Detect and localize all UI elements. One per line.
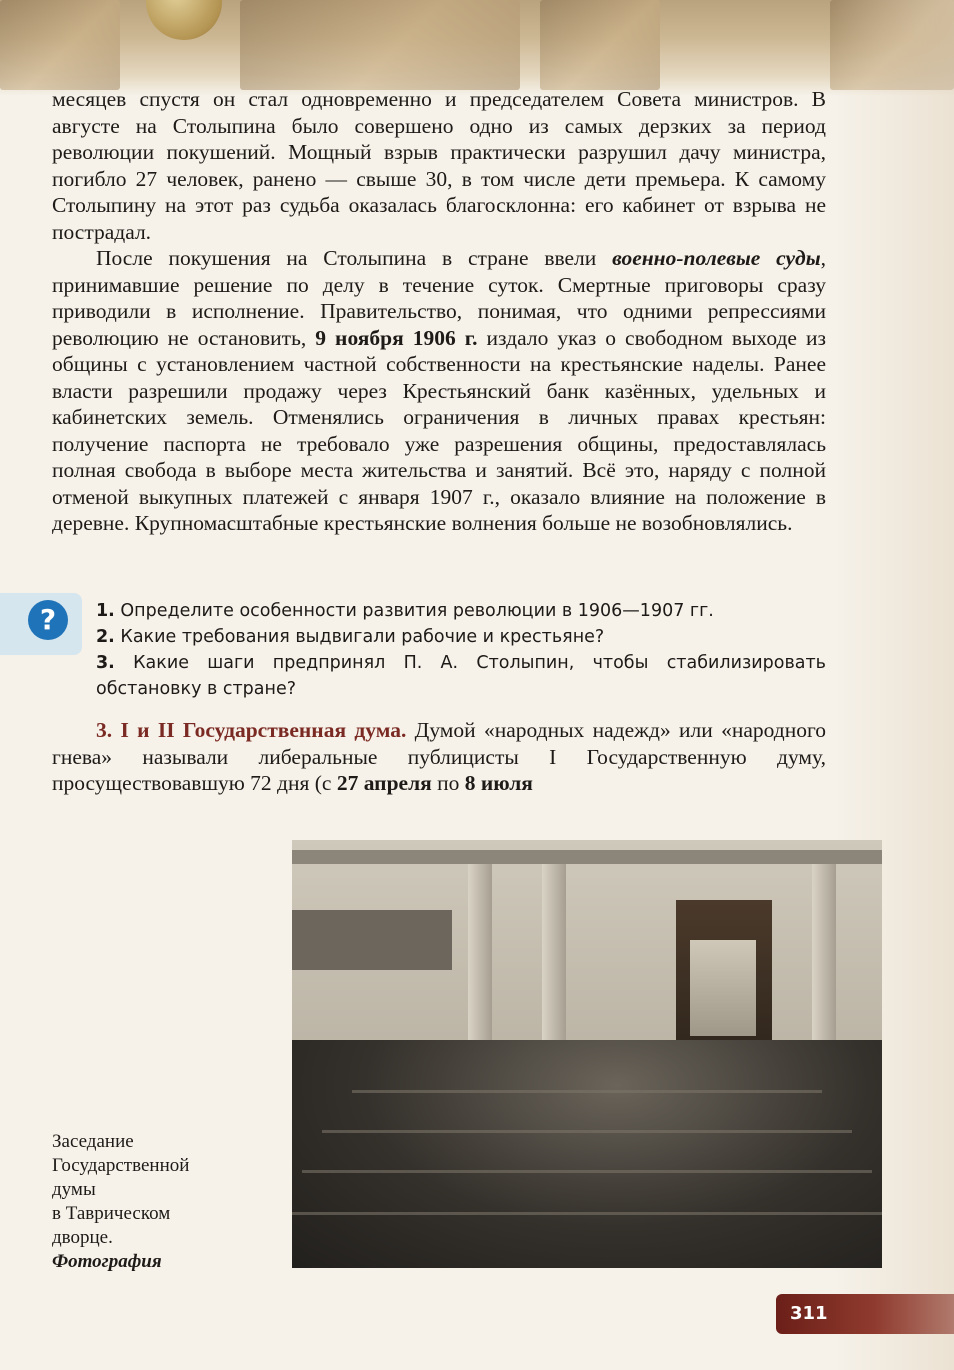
duma-session-photo <box>292 840 882 1268</box>
photo-column <box>542 864 566 1064</box>
banner-poster-image <box>0 0 120 90</box>
photo-balcony <box>292 910 452 970</box>
caption-kind: Фотография <box>52 1251 162 1272</box>
section-duma <box>52 717 826 797</box>
section-text: по <box>431 771 465 795</box>
question-number: 3. <box>96 653 115 673</box>
section-text: Думой «народных надежд» или «народного гнева» называли либеральные публицисты I Государственную думу, просуществовавшую 72 дня (с <box>52 718 826 795</box>
photo-caption <box>52 1130 282 1274</box>
question-item <box>96 624 826 650</box>
photo-seat-row <box>322 1130 852 1133</box>
paragraph-field-courts <box>52 245 826 537</box>
photo-column <box>468 864 492 1064</box>
date-end: 8 июля <box>464 771 533 795</box>
banner-medal-image <box>146 0 222 40</box>
question-text: Какие шаги предпринял П. А. Столыпин, чтобы стабилизировать обстановку в стране? <box>96 653 826 699</box>
photo-seat-row <box>292 1212 882 1215</box>
question-number: 2. <box>96 627 115 647</box>
caption-line: Государственной <box>52 1155 190 1176</box>
term-field-courts: военно-полевые суды <box>612 246 821 270</box>
question-text: Какие требования выдвигали рабочие и крестьяне? <box>120 627 605 647</box>
date-start: 27 апреля <box>336 771 432 795</box>
review-questions <box>96 598 826 702</box>
caption-line: в Таврическом <box>52 1203 171 1224</box>
date-decree: 9 ноября 1906 г. <box>315 325 478 350</box>
photo-seat-row <box>302 1170 872 1173</box>
section-heading: 3. I и II Государственная дума. <box>96 718 407 742</box>
banner-crowd-image <box>240 0 520 90</box>
question-text: Определите особенности развития революции в 1906—1907 гг. <box>120 601 714 621</box>
page-number: 311 <box>790 1303 828 1324</box>
photo-cornice <box>292 850 882 864</box>
question-item <box>96 650 826 702</box>
paragraph-text: издало указ о свободном выходе из общины с установлением частной собственности на крестьянские наделы. Ранее власти разрешили продажу через Крестьянский банк казённых, удельных и кабинетских земель. Отменялись ограничения в личных правах крестьян: получение паспорта не требовало уже разрешения общины, предоставлялась полная свобода в выборе места жительства и занятий. Всё это, наряду с полной отменой выкупных платежей с января 1907 г., оказало влияние на положение в деревне. Крупномасштабные крестьянские волнения больше не возобновлялись. <box>52 325 826 535</box>
caption-line: Заседание <box>52 1131 134 1152</box>
caption-line: дворце. <box>52 1227 113 1248</box>
photo-column <box>812 864 836 1064</box>
caption-line: думы <box>52 1179 96 1200</box>
question-mark-icon: ? <box>28 600 68 640</box>
header-banner <box>0 0 954 96</box>
photo-hall-seats <box>292 1040 882 1268</box>
paragraph-text: , принимавшие решение по делу в течение суток. Смертные приговоры сразу приводили в исполнение. Правительство, понимая, что одними репрессиями революцию не остановить, <box>52 246 826 350</box>
paragraph-continued: месяцев спустя он стал одновременно и председателем Совета министров. В августе на Столыпина было совершено одно из самых дерзких за период революции покушений. Мощный взрыв практически разрушил дачу министра, погибло 27 человек, ранено — свыше 30, в том числе дети премьера. К самому Столыпину на этот раз судьба оказалась благосклонна: его кабинет от взрыва не пострадал. <box>52 87 826 244</box>
paragraph-text: После покушения на Столыпина в стране ввели <box>96 246 613 270</box>
question-number: 1. <box>96 601 115 621</box>
photo-seat-row <box>352 1090 822 1093</box>
photo-tsar-portrait <box>690 940 756 1036</box>
question-item <box>96 598 826 624</box>
section-paragraph <box>52 717 826 797</box>
banner-portrait-image <box>540 0 660 90</box>
main-text <box>52 86 826 537</box>
